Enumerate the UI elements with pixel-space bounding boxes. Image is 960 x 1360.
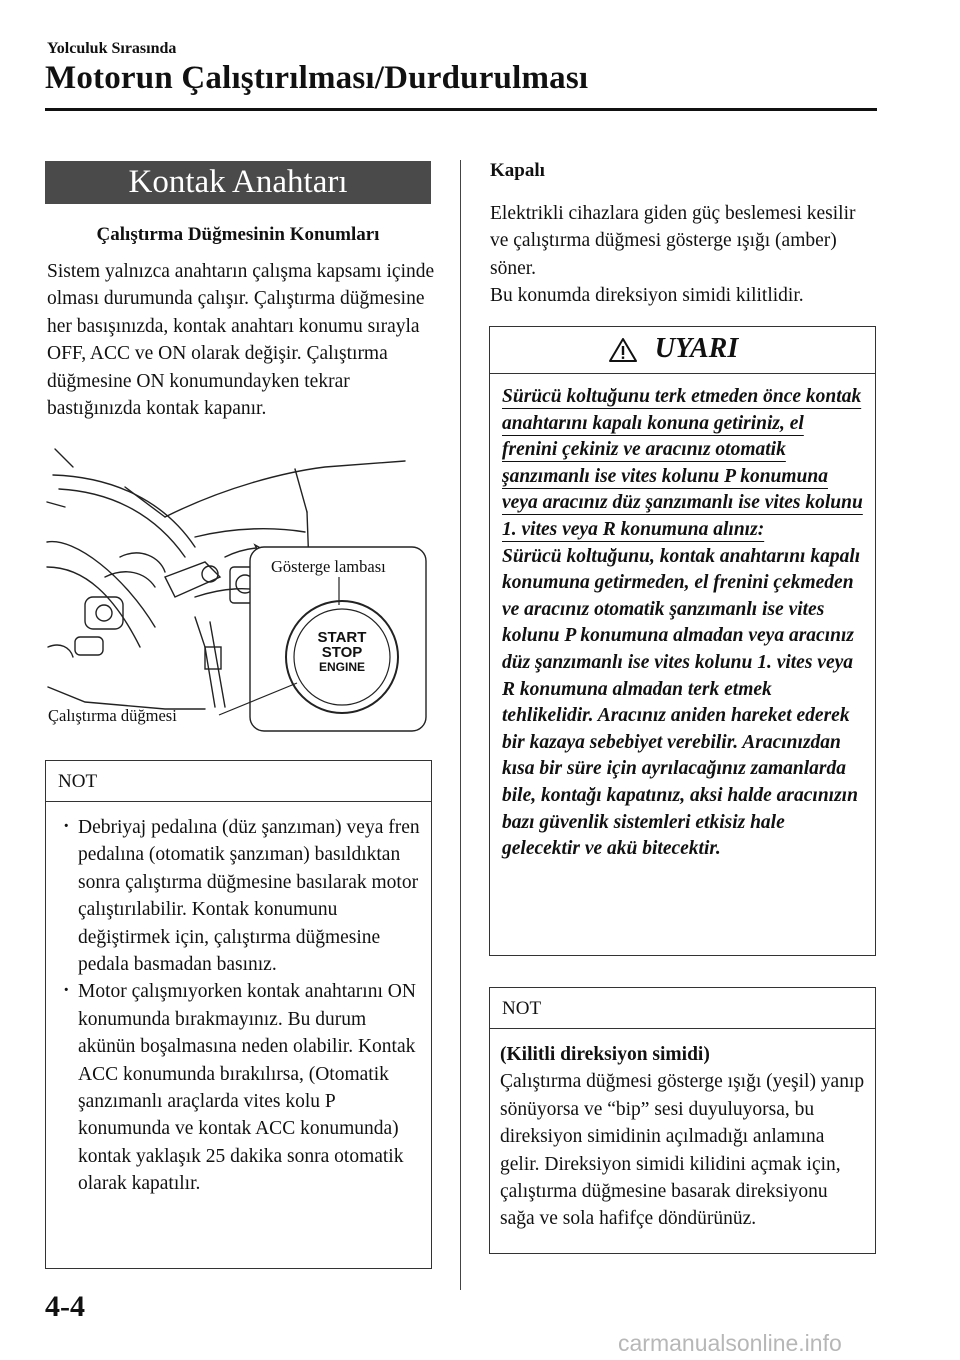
indicator-label: Gösterge lambası bbox=[271, 557, 386, 576]
button-label: Çalıştırma düğmesi bbox=[48, 706, 177, 725]
page-number: 4-4 bbox=[45, 1290, 85, 1323]
note-heading: NOT bbox=[490, 988, 875, 1029]
warning-header bbox=[490, 327, 875, 374]
kapali-text-2: Bu konumda direksiyon simidi kilitlidir. bbox=[490, 285, 804, 307]
intro-paragraph: Sistem yalnızca anahtarın çalışma kapsamı içinde olması durumunda çalışır. Çalıştırma düğmesine her basışınızda, kontak anahtarı konumu sırayla OFF, ACC ve ON olarak değişir. Çalıştırma düğmesine ON konumundayken tekrar bastığınızda kontak kapanır. bbox=[47, 261, 435, 420]
note-content bbox=[490, 1029, 875, 1233]
warning-triangle-icon bbox=[608, 337, 638, 363]
button-text-engine: ENGINE bbox=[318, 660, 365, 674]
warning-body bbox=[490, 374, 875, 863]
warning-title: UYARI bbox=[654, 333, 739, 364]
section-label: Yolculuk Sırasında bbox=[47, 40, 177, 57]
note-box-left bbox=[45, 760, 432, 1269]
section-banner: Kontak Anahtarı bbox=[45, 161, 431, 204]
button-text-stop: STOP bbox=[321, 644, 363, 661]
button-text-start: START bbox=[317, 629, 367, 646]
kapali-paragraph bbox=[490, 200, 870, 310]
list-item: · Debriyaj pedalına (düz şanzıman) veya fren pedalına (otomatik şanzıman) basıldıktan sonra çalıştırma düğmesine basılarak motor çalıştırılabilir. Kontak konumunu değiştirmek için, çalıştırma düğmesine pedala basmadan basınız. bbox=[78, 814, 421, 978]
watermark: carmanualsonline.info bbox=[618, 1330, 842, 1356]
page-title: Motorun Çalıştırılması/Durdurulması bbox=[45, 60, 589, 96]
kapali-text-1: Elektrikli cihazlara giden güç beslemesi kesilir ve çalıştırma düğmesi gösterge ışığı (amber) söner. bbox=[490, 203, 856, 279]
column-divider bbox=[460, 160, 461, 1290]
note-list bbox=[46, 802, 431, 1198]
dashboard-drawing bbox=[45, 447, 435, 745]
start-button-illustration bbox=[45, 447, 435, 745]
warning-text: Sürücü koltuğunu, kontak anahtarını kapalı konumuna getirmeden, el frenini çekmeden ve aracınız otomatik şanzımanlı ise vites kolunu P konumuna almadan veya aracınız düz şanzımanlı ise vites kolunu 1. vites veya R konumuna almadan terk etmek tehlikelidir. Aracınız aniden hareket ederek bir kazaya sebebiyet verebilir. Aracınızdan kısa bir süre için ayrılacağınız zamanlarda bile, kontağı kapatınız, aksi halde aracınızın bazı güvenlik sistemleri etkisiz hale gelecektir ve akü bitecektir. bbox=[502, 545, 861, 860]
warning-box bbox=[489, 326, 876, 956]
note-subtitle: (Kilitli direksiyon simidi) bbox=[500, 1044, 710, 1065]
list-item: · Motor çalışmıyorken kontak anahtarını ON konumunda bırakmayınız. Bu durum akünün boşalmasına neden olabilir. Kontak ACC konumunda bırakılırsa, (Otomatik şanzımanlı araçlarda vites kolu P konumunda ve kontak ACC konumunda) kontak yaklaşık 25 dakika sonra otomatik olarak kapatılır. bbox=[78, 978, 421, 1197]
title-rule bbox=[45, 108, 877, 111]
note-text: Çalıştırma düğmesi gösterge ışığı (yeşil) yanıp sönüyorsa ve “bip” sesi duyuluyorsa, bu direksiyon simidinin açılmadığı anlamına gelir. Direksiyon simidi kilidini açmak için, çalıştırma düğmesine basarak direksiyonu sağa ve sola hafifçe döndürünüz. bbox=[500, 1071, 865, 1230]
kapali-heading: Kapalı bbox=[490, 160, 545, 181]
note-heading: NOT bbox=[46, 761, 431, 802]
warning-underlined-text: Sürücü koltuğunu terk etmeden önce kontak anahtarını kapalı konuna getiriniz, el frenini çekiniz ve aracınız otomatik şanzımanlı ise vites kolunu P konumuna veya aracınız düz şanzımanlı ise vites kolunu 1. vites veya R konumuna alınız: bbox=[502, 386, 863, 540]
note-box-right bbox=[489, 987, 876, 1254]
subheading: Çalıştırma Düğmesinin Konumları bbox=[96, 224, 380, 245]
start-stop-button bbox=[294, 630, 390, 675]
